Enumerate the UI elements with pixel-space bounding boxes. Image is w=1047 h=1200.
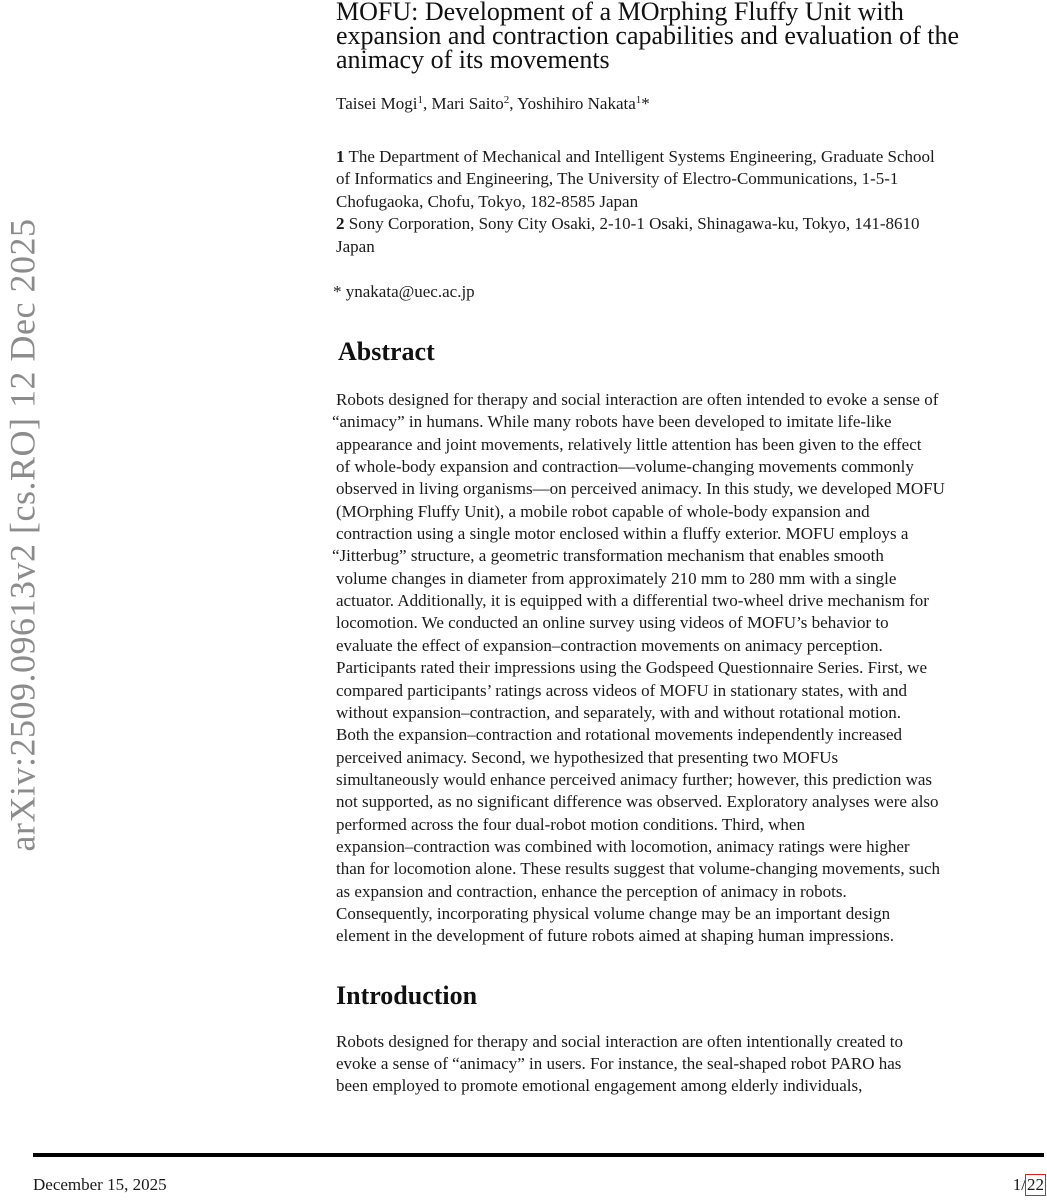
abstract-heading: Abstract xyxy=(338,337,435,367)
abstract-line: evaluate the effect of expansion–contraction movements on animacy perception. xyxy=(336,635,883,655)
introduction-line: been employed to promote emotional engagement among elderly individuals, xyxy=(336,1076,863,1096)
page-number xyxy=(1013,1175,1045,1195)
abstract-line: “Jitterbug” structure, a geometric transformation mechanism that enables smooth xyxy=(332,546,884,566)
paper-title xyxy=(336,0,1047,72)
abstract-line: simultaneously would enhance perceived animacy further; however, this prediction was xyxy=(336,769,933,789)
abstract-line: Both the expansion–contraction and rotational movements independently increased xyxy=(336,725,903,745)
abstract-line: contraction using a single motor enclosed within a fluffy exterior. MOFU employs a xyxy=(336,524,909,544)
current-page: 1 xyxy=(1012,1175,1022,1194)
arxiv-identifier-stamp xyxy=(2,205,42,865)
affiliation-1 xyxy=(336,146,1047,213)
abstract-line: than for locomotion alone. These results suggest that volume-changing movements, such xyxy=(336,859,941,879)
abstract-line: volume changes in diameter from approximately 210 mm to 280 mm with a single xyxy=(336,568,897,588)
page-separator: / xyxy=(1021,1175,1026,1194)
abstract-line: “animacy” in humans. While many robots have been developed to imitate life-like xyxy=(332,412,892,432)
paper-content xyxy=(332,0,1047,1098)
affiliation-number: 2 xyxy=(336,214,345,234)
abstract-line: Robots designed for therapy and social interaction are often intended to evoke a sense of xyxy=(336,390,939,410)
arxiv-identifier-text: arXiv:2509.09613v2 [cs.RO] 12 Dec 2025 xyxy=(2,218,42,852)
abstract-line: perceived animacy. Second, we hypothesized that presenting two MOFUs xyxy=(336,747,839,767)
affiliation-line: of Informatics and Engineering, The University of Electro-Communications, 1-5-1 xyxy=(336,169,899,189)
affiliation-line: Chofugaoka, Chofu, Tokyo, 182-8585 Japan xyxy=(336,191,639,211)
abstract-line: compared participants’ ratings across videos of MOFU in stationary states, with and xyxy=(336,680,907,700)
title-line: expansion and contraction capabilities and evaluation of the xyxy=(336,21,960,50)
author-list xyxy=(336,94,1047,114)
abstract-line: not supported, as no significant difference was observed. Exploratory analyses were also xyxy=(336,792,939,812)
abstract-line: actuator. Additionally, it is equipped with a differential two-wheel drive mechanism for xyxy=(336,591,929,611)
abstract-line: (MOrphing Fluffy Unit), a mobile robot capable of whole-body expansion and xyxy=(336,501,870,521)
abstract-line: without expansion–contraction, and separately, with and without rotational motion. xyxy=(336,702,901,722)
footer-date: December 15, 2025 xyxy=(33,1175,167,1194)
author-separator: , xyxy=(422,94,432,113)
author-separator: , xyxy=(509,94,518,113)
affiliation-line: The Department of Mechanical and Intelligent Systems Engineering, Graduate School xyxy=(348,147,935,166)
author-affiliation-mark: 2 xyxy=(503,94,510,106)
footer-divider xyxy=(33,1153,1044,1157)
introduction-line: Robots designed for therapy and social interaction are often intentionally created to xyxy=(336,1031,903,1051)
abstract-line: Consequently, incorporating physical volume change may be an important design xyxy=(336,903,891,923)
affiliation-line: Sony Corporation, Sony City Osaki, 2-10-1 Osaki, Shinagawa-ku, Tokyo, 141-8610 xyxy=(348,214,920,234)
affiliation-number: 1 xyxy=(336,147,345,166)
title-line: animacy of its movements xyxy=(336,45,610,74)
abstract-line: appearance and joint movements, relatively little attention has been given to the effect xyxy=(336,434,922,454)
author-name: Taisei Mogi xyxy=(336,94,418,113)
introduction-line: evoke a sense of “animacy” in users. For instance, the seal-shaped robot PARO has xyxy=(336,1053,902,1073)
affiliations xyxy=(336,146,1047,258)
abstract-body xyxy=(332,389,1047,948)
author-affiliation-mark: 1 xyxy=(417,94,423,106)
affiliation-line: Japan xyxy=(336,236,375,256)
abstract-line: observed in living organisms—on perceived animacy. In this study, we developed MOFU xyxy=(336,479,945,499)
author-affiliation-mark: 1 xyxy=(635,94,642,106)
abstract-line: element in the development of future robots aimed at shaping human impressions. xyxy=(336,926,895,946)
introduction-body xyxy=(336,1031,1047,1098)
abstract-line: locomotion. We conducted an online survey using videos of MOFU’s behavior to xyxy=(336,613,889,633)
abstract-line: performed across the four dual-robot motion conditions. Third, when xyxy=(336,814,805,834)
introduction-heading: Introduction xyxy=(336,980,478,1010)
title-line: MOFU: Development of a MOrphing Fluffy Unit with xyxy=(336,0,904,26)
author-name: Mari Saito xyxy=(431,94,504,113)
author-name: Yoshihiro Nakata xyxy=(517,94,636,113)
abstract-line: Participants rated their impressions using the Godspeed Questionnaire Series. First, we xyxy=(336,658,928,678)
abstract-line: of whole-body expansion and contraction—volume-changing movements commonly xyxy=(336,457,914,477)
abstract-line: expansion–contraction was combined with locomotion, animacy ratings were higher xyxy=(336,836,910,856)
affiliation-2 xyxy=(336,213,1047,258)
correspondence-email: * ynakata@uec.ac.jp xyxy=(333,282,475,302)
total-pages-link[interactable]: 22 xyxy=(1027,1175,1044,1194)
abstract-line: as expansion and contraction, enhance the perception of animacy in robots. xyxy=(336,881,847,901)
corresponding-author-mark: * xyxy=(641,94,650,113)
